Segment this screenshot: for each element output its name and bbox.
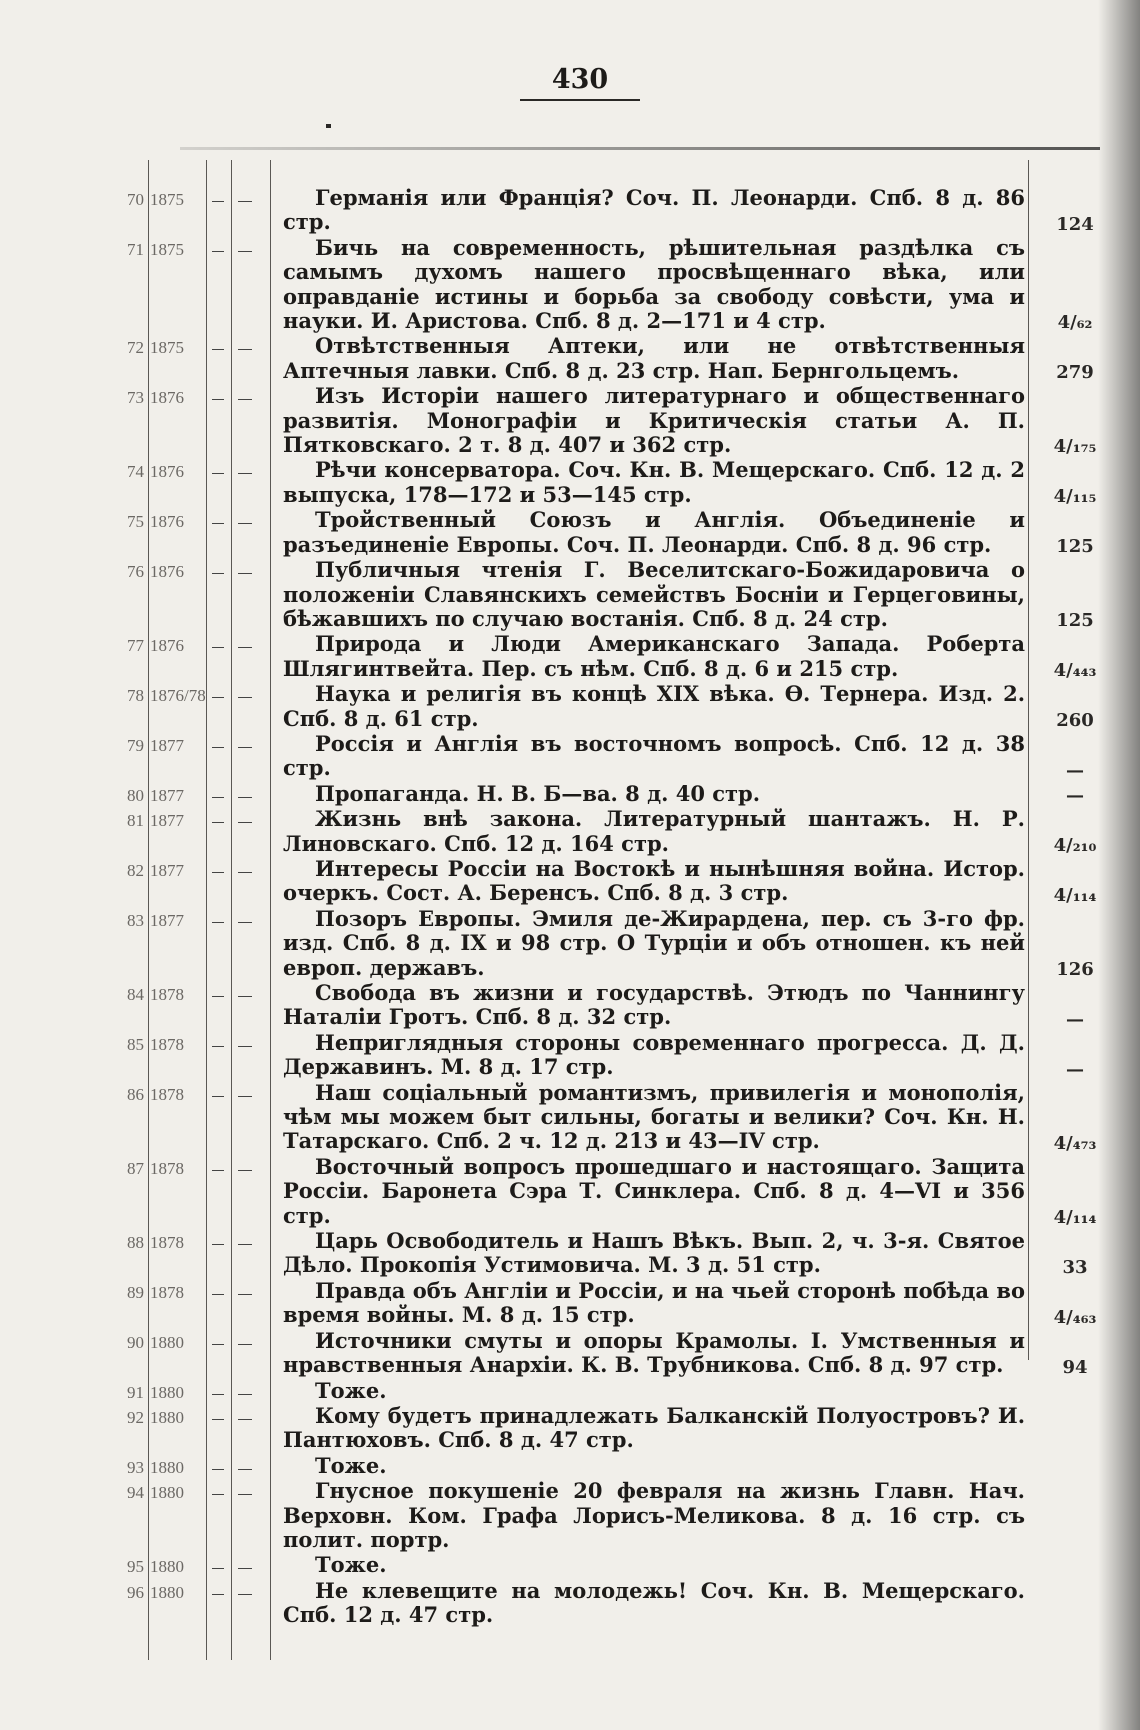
entry-year: 1877 xyxy=(150,785,184,805)
catalog-entry xyxy=(0,981,1140,1030)
catalog-entry xyxy=(0,782,1140,806)
entry-dash-mark xyxy=(212,399,224,400)
entry-dash-mark xyxy=(238,1394,252,1395)
entry-dash-mark xyxy=(238,996,252,997)
catalog-entry xyxy=(0,1553,1140,1577)
entry-price: — xyxy=(1066,785,1084,807)
entry-year: 1876/78 xyxy=(150,686,206,706)
entry-dash-mark xyxy=(238,797,252,798)
entry-text: Наука и религія въ концѣ XIX вѣка. Ѳ. Тернера. Изд. 2. Спб. 8 д. 61 стр. xyxy=(283,681,1025,731)
entry-price: 4/₁₁₄ xyxy=(1053,884,1097,906)
entry-number: 79 xyxy=(127,735,144,755)
entry-year: 1878 xyxy=(150,1282,184,1302)
entry-dash-mark xyxy=(238,1494,252,1495)
entry-dash-mark xyxy=(238,399,252,400)
entry-dash-mark xyxy=(238,573,252,574)
entry-year: 1880 xyxy=(150,1332,184,1352)
entry-dash-mark xyxy=(212,1170,224,1171)
entry-price: 4/₁₁₅ xyxy=(1053,486,1097,508)
entry-number: 70 xyxy=(127,190,144,209)
entry-text: Интересы Россіи на Востокѣ и нынѣшняя война. Истор. очеркъ. Сост. А. Беренсъ. Спб. 8 д. 3 стр. xyxy=(283,855,1025,906)
entry-dash-mark xyxy=(238,1568,252,1569)
entry-price: 4/₆₂ xyxy=(1057,312,1093,334)
catalog-entry xyxy=(0,1404,1140,1453)
entry-dash-mark xyxy=(212,201,224,202)
entry-dash-mark xyxy=(212,872,224,873)
entry-year: 1876 xyxy=(150,388,184,408)
entry-dash-mark xyxy=(212,1594,224,1595)
entry-number: 73 xyxy=(127,388,144,408)
entry-price: 126 xyxy=(1056,959,1094,980)
entry-dash-mark xyxy=(238,697,252,698)
catalog-entry xyxy=(0,632,1140,681)
entry-dash-mark xyxy=(212,573,224,574)
entry-text: Тоже. xyxy=(315,1452,387,1478)
entry-year: 1878 xyxy=(150,1084,184,1104)
entry-price: 4/₄₆₃ xyxy=(1053,1306,1097,1328)
entry-number: 83 xyxy=(127,910,144,930)
catalog-entry xyxy=(0,1379,1140,1403)
entry-number: 80 xyxy=(127,785,144,805)
entry-number: 85 xyxy=(127,1034,144,1054)
entry-dash-mark xyxy=(238,523,252,524)
entry-price: — xyxy=(1066,1008,1084,1030)
entry-dash-mark xyxy=(212,473,224,474)
entry-dash-mark xyxy=(212,1568,224,1569)
header-tick xyxy=(326,124,331,128)
entry-price: — xyxy=(1066,759,1084,781)
catalog-entry xyxy=(0,384,1140,457)
entry-dash-mark xyxy=(212,1294,224,1295)
entry-dash-mark xyxy=(212,1494,224,1495)
entry-dash-mark xyxy=(212,996,224,997)
entry-text: Наш соціальный романтизмъ, привилегія и монополія, чѣм мы можем быт сильны, богаты и велики? Соч. Кн. Н. Татарскаго. Спб. 2 ч. 12 д. 213 и 43—IV стр. xyxy=(283,1079,1025,1154)
entry-dash-mark xyxy=(212,1046,224,1047)
entry-dash-mark xyxy=(238,747,252,748)
catalog-entry xyxy=(0,1081,1140,1154)
entry-year: 1878 xyxy=(150,1158,184,1178)
entry-price: 4/₄₇₃ xyxy=(1053,1132,1097,1154)
entry-dash-mark xyxy=(212,1244,224,1245)
entry-number: 82 xyxy=(127,860,144,880)
entry-text: Рѣчи консерватора. Соч. Кн. В. Мещерскаго. Спб. 12 д. 2 выпуска, 178—172 и 53—145 стр. xyxy=(283,457,1025,507)
entry-price: 4/₂₁₀ xyxy=(1053,834,1097,856)
entry-text: Правда объ Англіи и Россіи, и на чьей сторонѣ побѣда во время войны. М. 8 д. 15 стр. xyxy=(283,1277,1025,1328)
catalog-entry xyxy=(0,1579,1140,1628)
entry-dash-mark xyxy=(238,1244,252,1245)
entry-year: 1878 xyxy=(150,1233,184,1253)
entry-text: Царь Освободитель и Нашъ Вѣкъ. Вып. 2, ч. 3-я. Святое Дѣло. Прокопія Устимовича. М. 3 д. 51 стр. xyxy=(283,1228,1025,1278)
entry-dash-mark xyxy=(212,251,224,252)
entry-price: 33 xyxy=(1062,1256,1088,1278)
header-rule xyxy=(180,147,1100,150)
entry-text: Неприглядныя стороны современнаго прогресса. Д. Д. Державинъ. М. 8 д. 17 стр. xyxy=(283,1029,1025,1080)
catalog-entries xyxy=(0,186,1140,1629)
entry-text: Не клевещите на молодежь! Соч. Кн. В. Мещерскаго. Спб. 12 д. 47 стр. xyxy=(283,1577,1025,1628)
entry-dash-mark xyxy=(238,647,252,648)
entry-price: 4/₁₁₄ xyxy=(1053,1207,1097,1229)
entry-text: Жизнь внѣ закона. Литературный шантажъ. Н. Р. Линовскаго. Спб. 12 д. 164 стр. xyxy=(283,806,1025,856)
page-edge-shadow xyxy=(1098,0,1140,1730)
entry-year: 1877 xyxy=(150,910,184,930)
entry-dash-mark xyxy=(238,922,252,923)
entry-year: 1875 xyxy=(150,190,184,209)
entry-number: 81 xyxy=(127,811,144,831)
entry-year: 1880 xyxy=(150,1582,184,1602)
entry-number: 90 xyxy=(127,1332,144,1352)
catalog-entry xyxy=(0,1279,1140,1328)
entry-year: 1880 xyxy=(150,1407,184,1427)
entry-number: 88 xyxy=(127,1233,144,1253)
entry-dash-mark xyxy=(212,523,224,524)
entry-price: 4/₄₄₃ xyxy=(1053,660,1097,682)
entry-year: 1877 xyxy=(150,811,184,831)
entry-year: 1876 xyxy=(150,562,184,582)
entry-number: 71 xyxy=(127,239,144,259)
entry-dash-mark xyxy=(212,1394,224,1395)
catalog-entry xyxy=(0,807,1140,856)
catalog-entry xyxy=(0,458,1140,507)
entry-dash-mark xyxy=(238,1419,252,1420)
entry-dash-mark xyxy=(238,251,252,252)
catalog-entry xyxy=(0,857,1140,906)
catalog-entry xyxy=(0,508,1140,557)
entry-number: 78 xyxy=(127,686,144,706)
entry-dash-mark xyxy=(212,1096,224,1097)
entry-year: 1880 xyxy=(150,1557,184,1577)
catalog-entry xyxy=(0,907,1140,980)
entry-dash-mark xyxy=(212,647,224,648)
entry-number: 74 xyxy=(127,462,144,482)
catalog-entry xyxy=(0,1031,1140,1080)
entry-dash-mark xyxy=(238,1594,252,1595)
entry-dash-mark xyxy=(212,747,224,748)
entry-year: 1877 xyxy=(150,860,184,880)
entry-dash-mark xyxy=(238,1344,252,1345)
entry-year: 1878 xyxy=(150,1034,184,1054)
entry-text: Тоже. xyxy=(315,1377,387,1403)
entry-dash-mark xyxy=(212,822,224,823)
entry-text: Восточный вопросъ прошедшаго и настоящаго. Защита Россіи. Баронета Сэра Т. Синклера. Спб. 8 д. 4—VI и 356 стр. xyxy=(283,1153,1025,1228)
entry-text: Позоръ Европы. Эмиля де-Жирардена, пер. съ 3-го фр. изд. Спб. 8 д. IX и 98 стр. О Турціи и объ отношен. къ ней европ. державъ. xyxy=(283,905,1025,980)
entry-dash-mark xyxy=(212,922,224,923)
entry-text: Источники смуты и опоры Крамолы. I. Умственныя и нравственныя Анархіи. К. В. Трубникова. Спб. 8 д. 97 стр. xyxy=(283,1327,1025,1378)
catalog-entry xyxy=(0,682,1140,731)
entry-text: Свобода въ жизни и государствѣ. Этюдъ по Чаннингу Наталіи Гротъ. Спб. 8 д. 32 стр. xyxy=(283,980,1025,1030)
entry-price: 260 xyxy=(1056,709,1094,731)
entry-dash-mark xyxy=(238,1046,252,1047)
entry-number: 91 xyxy=(127,1382,144,1402)
entry-dash-mark xyxy=(212,1419,224,1420)
page-number: 430 xyxy=(520,64,640,101)
entry-price: 94 xyxy=(1062,1356,1088,1378)
entry-dash-mark xyxy=(212,1344,224,1345)
entry-price: 125 xyxy=(1056,610,1094,632)
entry-text: Кому будетъ принадлежать Балканскій Полуостровъ? И. Пантюховъ. Спб. 8 д. 47 стр. xyxy=(283,1402,1025,1453)
entry-number: 87 xyxy=(127,1158,144,1178)
entry-year: 1880 xyxy=(150,1382,184,1402)
catalog-entry xyxy=(0,1155,1140,1228)
entry-dash-mark xyxy=(238,872,252,873)
entry-year: 1877 xyxy=(150,735,184,755)
entry-number: 77 xyxy=(127,636,144,656)
entry-number: 75 xyxy=(127,512,144,532)
entry-text: Тройственный Союзъ и Англія. Объединеніе и разъединеніе Европы. Соч. П. Леонарди. Спб. 8 д. 96 стр. xyxy=(283,507,1025,557)
entry-text: Бичь на современность, рѣшительная раздѣлка съ самымъ духомъ нашего просвѣщеннаго вѣка, или оправданіе истины и борьба за свободу совѣсти, ума и науки. И. Аристова. Спб. 8 д. 2—171 и 4 стр. xyxy=(283,234,1025,334)
catalog-entry xyxy=(0,1229,1140,1278)
entry-text: Отвѣтственныя Аптеки, или не отвѣтственныя Аптечныя лавки. Спб. 8 д. 23 стр. Нап. Бернгольцемъ. xyxy=(283,333,1025,383)
catalog-entry xyxy=(0,236,1140,334)
entry-dash-mark xyxy=(212,1469,224,1470)
entry-dash-mark xyxy=(238,1096,252,1097)
entry-number: 96 xyxy=(127,1582,144,1602)
entry-year: 1880 xyxy=(150,1483,184,1503)
entry-dash-mark xyxy=(238,1170,252,1171)
entry-text: Публичныя чтенія Г. Веселитскаго-Божидаровича о положеніи Славянскихъ семействъ Босніи и Герцеговины, бѣжавшихъ по случаю востанія. Спб. 8 д. 24 стр. xyxy=(283,557,1025,631)
entry-dash-mark xyxy=(212,697,224,698)
entry-number: 95 xyxy=(127,1557,144,1577)
entry-dash-mark xyxy=(238,201,252,202)
entry-text: Природа и Люди Американскаго Запада. Роберта Шлягинтвейта. Пер. съ нѣм. Спб. 8 д. 6 и 215 стр. xyxy=(283,631,1025,681)
catalog-entry xyxy=(0,186,1140,235)
entry-year: 1876 xyxy=(150,512,184,532)
entry-dash-mark xyxy=(212,349,224,350)
entry-number: 86 xyxy=(127,1084,144,1104)
entry-number: 92 xyxy=(127,1407,144,1427)
entry-price: 279 xyxy=(1056,362,1094,384)
entry-dash-mark xyxy=(212,797,224,798)
entry-number: 84 xyxy=(127,985,144,1004)
entry-number: 89 xyxy=(127,1282,144,1302)
catalog-entry xyxy=(0,558,1140,631)
catalog-entry xyxy=(0,1329,1140,1378)
entry-year: 1875 xyxy=(150,239,184,259)
entry-text: Тоже. xyxy=(315,1552,387,1578)
entry-text: Изъ Исторіи нашего литературнаго и общественнаго развитія. Монографіи и Критическія статьи А. П. Пятковскаго. 2 т. 8 д. 407 и 362 стр. xyxy=(283,383,1025,458)
entry-dash-mark xyxy=(238,1294,252,1295)
entry-text: Россія и Англія въ восточномъ вопросѣ. Спб. 12 д. 38 стр. xyxy=(283,730,1025,781)
entry-dash-mark xyxy=(238,349,252,350)
catalog-entry xyxy=(0,1454,1140,1478)
entry-year: 1880 xyxy=(150,1457,184,1477)
entry-year: 1876 xyxy=(150,636,184,656)
catalog-entry xyxy=(0,1479,1140,1552)
entry-year: 1875 xyxy=(150,338,184,358)
entry-number: 76 xyxy=(127,562,144,582)
entry-text: Гнусное покушеніе 20 февраля на жизнь Главн. Нач. Верховн. Ком. Графа Лорисъ-Меликова. 8 д. 16 стр. съ полит. портр. xyxy=(283,1478,1025,1552)
entry-price: — xyxy=(1066,1058,1084,1080)
entry-year: 1878 xyxy=(150,985,184,1004)
entry-dash-mark xyxy=(238,1469,252,1470)
entry-price: 124 xyxy=(1056,213,1094,235)
entry-number: 94 xyxy=(127,1483,144,1503)
entry-dash-mark xyxy=(238,473,252,474)
entry-price: 125 xyxy=(1056,536,1094,558)
catalog-entry xyxy=(0,732,1140,781)
entry-dash-mark xyxy=(238,822,252,823)
entry-number: 72 xyxy=(127,338,144,358)
entry-number: 93 xyxy=(127,1457,144,1477)
entry-text: Германія или Франція? Соч. П. Леонарди. Спб. 8 д. 86 стр. xyxy=(283,185,1025,235)
entry-year: 1876 xyxy=(150,462,184,482)
entry-text: Пропаганда. Н. В. Б—ва. 8 д. 40 стр. xyxy=(315,780,761,806)
catalog-entry xyxy=(0,334,1140,383)
entry-price: 4/₁₇₅ xyxy=(1053,436,1097,458)
